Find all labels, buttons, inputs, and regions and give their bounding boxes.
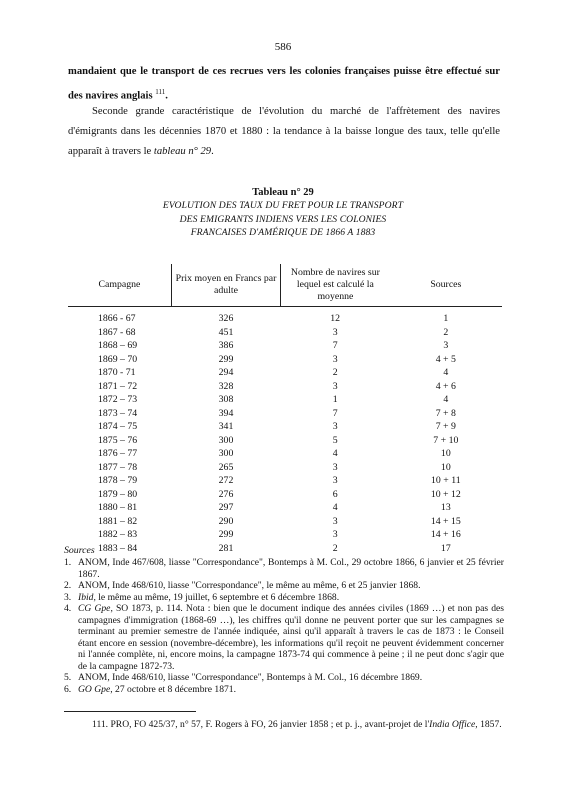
cell-navires: 7 [332, 340, 338, 352]
cell-navires: 3 [332, 529, 338, 541]
cell-sources: 1 [443, 313, 449, 325]
cell-navires: 3 [332, 380, 338, 392]
table-row [68, 434, 502, 448]
header-navires: Nombre de navires sur lequel est calculé la moyenne [281, 264, 390, 307]
paragraph-end: . [211, 146, 214, 157]
table-row [68, 515, 502, 529]
source-text: , 27 octobre et 8 décembre 1871. [110, 683, 236, 695]
header-sources: Sources [430, 279, 462, 290]
table-header-row [68, 264, 502, 307]
source-number: 1. [64, 557, 72, 568]
table-row [68, 312, 502, 326]
source-text: ANOM, Inde 468/610, liasse "Correspondance", Bontemps à M. Col., 16 décembre 1869. [78, 672, 423, 683]
cell-prix: 308 [218, 394, 234, 406]
source-item [64, 684, 504, 696]
table-reference: tableau n° 29 [153, 146, 212, 157]
cell-navires: 3 [332, 475, 338, 487]
table-row [68, 461, 502, 475]
footnote-end: , 1857. [475, 719, 502, 730]
source-text: , le même au même, 19 juillet, 6 septembre et 6 décembre 1868. [93, 591, 340, 603]
table-title: Tableau n° 29 [252, 187, 314, 198]
source-item [64, 592, 504, 604]
cell-campagne: 1874 – 75 [98, 421, 138, 433]
cell-campagne: 1876 – 77 [98, 448, 138, 460]
source-text: ANOM, Inde 467/608, liasse "Correspondance", Bontemps à M. Col., 29 octobre 1866, 6 janvier et 25 février 1867. [78, 557, 504, 580]
cell-navires: 4 [332, 502, 338, 514]
cell-sources: 4 + 6 [435, 380, 456, 392]
cell-navires: 4 [332, 448, 338, 460]
table-subtitle-line: EVOLUTION DES TAUX DU FRET POUR LE TRANSPORT [162, 200, 404, 211]
sources-list [64, 557, 504, 695]
cell-campagne: 1871 – 72 [98, 380, 138, 392]
source-number: 2. [64, 580, 72, 591]
freight-rate-table [68, 264, 502, 555]
source-item [64, 603, 504, 672]
source-number: 3. [64, 591, 72, 603]
sources-title: Sources [64, 545, 95, 556]
cell-prix: 299 [218, 529, 234, 541]
cell-sources: 17 [440, 542, 451, 554]
cell-campagne: 1869 – 70 [98, 353, 138, 365]
cell-prix: 341 [218, 421, 234, 433]
paragraph-continuation [68, 62, 500, 107]
source-item [64, 672, 504, 684]
cell-navires: 3 [332, 421, 338, 433]
cell-sources: 14 + 15 [430, 515, 461, 527]
table-row [68, 339, 502, 353]
source-italic: GO Gpe [78, 683, 111, 695]
source-item [64, 557, 504, 580]
cell-prix: 281 [218, 542, 234, 554]
cell-sources: 10 + 12 [430, 488, 461, 500]
cell-navires: 2 [332, 367, 338, 379]
table-row [68, 420, 502, 434]
cell-sources: 4 + 5 [435, 353, 456, 365]
paragraph-end: . [165, 90, 168, 102]
table-row [68, 366, 502, 380]
footnote-text: 111. PRO, FO 425/37, n° 57, F. Rogers à FO, 26 janvier 1858 ; et p. j., avant-projet de l' [92, 719, 430, 730]
cell-sources: 3 [443, 340, 449, 352]
cell-campagne: 1879 – 80 [98, 488, 138, 500]
cell-navires: 3 [332, 353, 338, 365]
cell-sources: 10 [440, 461, 451, 473]
cell-campagne: 1872 – 73 [98, 394, 138, 406]
table-row [68, 488, 502, 502]
source-item [64, 580, 504, 592]
cell-prix: 299 [218, 353, 234, 365]
cell-navires: 2 [332, 542, 338, 554]
paragraph-text: mandaient que le transport de ces recrues vers les colonies françaises puisse être effectué sur des navires anglais [68, 66, 500, 102]
paragraph-intro [68, 102, 500, 162]
cell-navires: 3 [332, 326, 338, 338]
cell-prix: 328 [218, 380, 234, 392]
cell-prix: 290 [218, 515, 234, 527]
cell-prix: 276 [218, 488, 234, 500]
source-text: ANOM, Inde 468/610, liasse "Correspondance", le même au même, 6 et 25 janvier 1868. [78, 580, 421, 591]
footnote-italic: India Office [429, 719, 476, 730]
cell-navires: 3 [332, 461, 338, 473]
cell-sources: 14 + 16 [430, 529, 461, 541]
footnote-111 [64, 718, 504, 731]
cell-navires: 1 [332, 394, 338, 406]
cell-navires: 12 [330, 313, 341, 325]
cell-prix: 300 [218, 434, 234, 446]
cell-campagne: 1866 - 67 [98, 313, 136, 325]
page-number: 586 [274, 41, 292, 53]
table-row [68, 447, 502, 461]
source-text: , SO 1873, p. 114. Nota : bien que le document indique des années civiles (1869 …) et non pas des campagnes d'immigration (1868-69 …), les chiffres qu'il donne ne peuvent porter que sur les campagnes se terminant au premier semestre de l'année indiquée, ainsi qu'il apparaît à travers le cas de 1873 : le Conseil étant encore en session (novembre-décembre), les informations qu'il reçoit ne peuvent évidemment concerner ni l'année complète, ni, encore moins, la campagne 1873-74 qui commence à peine ; il ne peut donc s'agir que de la campagne 1872-73. [78, 603, 504, 672]
cell-sources: 7 + 9 [435, 421, 456, 433]
footnote-divider [64, 711, 196, 712]
cell-prix: 386 [218, 340, 234, 352]
cell-navires: 7 [332, 407, 338, 419]
footnote-reference[interactable]: 111 [155, 88, 166, 96]
source-italic: Ibid [78, 591, 94, 603]
table-row [68, 393, 502, 407]
table-row [68, 407, 502, 421]
cell-sources: 4 [443, 367, 449, 379]
cell-prix: 451 [218, 326, 234, 338]
table-row [68, 474, 502, 488]
cell-sources: 7 + 10 [433, 434, 459, 446]
table-row [68, 380, 502, 394]
cell-navires: 5 [332, 434, 338, 446]
table-row [68, 501, 502, 515]
cell-campagne: 1873 – 74 [98, 407, 138, 419]
cell-sources: 2 [443, 326, 449, 338]
cell-prix: 294 [218, 367, 234, 379]
cell-prix: 265 [218, 461, 234, 473]
table-row [68, 542, 502, 556]
cell-campagne: 1870 - 71 [98, 367, 136, 379]
table-subtitle-line: FRANCAISES D'AMÉRIQUE DE 1866 A 1883 [190, 227, 376, 238]
table-subtitle-line: DES EMIGRANTS INDIENS VERS LES COLONIES [179, 213, 387, 225]
table-row [68, 353, 502, 367]
cell-prix: 394 [218, 407, 234, 419]
cell-campagne: 1868 – 69 [98, 340, 138, 352]
cell-prix: 300 [218, 448, 234, 460]
cell-campagne: 1877 – 78 [98, 461, 138, 473]
cell-sources: 4 [443, 394, 449, 406]
cell-campagne: 1883 – 84 [98, 542, 138, 554]
cell-campagne: 1867 - 68 [98, 326, 136, 338]
cell-navires: 3 [332, 515, 338, 527]
cell-navires: 6 [332, 488, 338, 500]
cell-campagne: 1878 – 79 [98, 475, 138, 487]
table-body [68, 307, 502, 556]
cell-sources: 7 + 8 [435, 407, 456, 419]
source-number: 4. [64, 603, 72, 614]
cell-campagne: 1880 – 81 [98, 502, 138, 514]
cell-sources: 10 [440, 448, 451, 460]
paragraph-text: Seconde grande caractéristique de l'évolution du marché de l'affrètement des navires d'émigrants dans les décennies 1870 et 1880 : la tendance à la baisse longue des taux, telle qu'elle apparaît à travers le [68, 106, 500, 157]
cell-prix: 326 [218, 313, 234, 325]
cell-sources: 13 [440, 502, 451, 514]
cell-campagne: 1881 – 82 [98, 515, 138, 527]
cell-prix: 297 [218, 502, 234, 514]
cell-campagne: 1882 – 83 [98, 529, 138, 541]
source-number: 6. [64, 683, 72, 695]
table-heading [0, 186, 566, 240]
table-row [68, 528, 502, 542]
source-italic: CG Gpe [78, 603, 111, 614]
cell-sources: 10 + 11 [431, 475, 461, 487]
header-prix: Prix moyen en Francs par adulte [171, 264, 280, 307]
cell-campagne: 1875 – 76 [98, 434, 138, 446]
source-number: 5. [64, 672, 72, 683]
table-row [68, 326, 502, 340]
header-campagne: Campagne [98, 279, 141, 290]
cell-prix: 272 [218, 475, 234, 487]
